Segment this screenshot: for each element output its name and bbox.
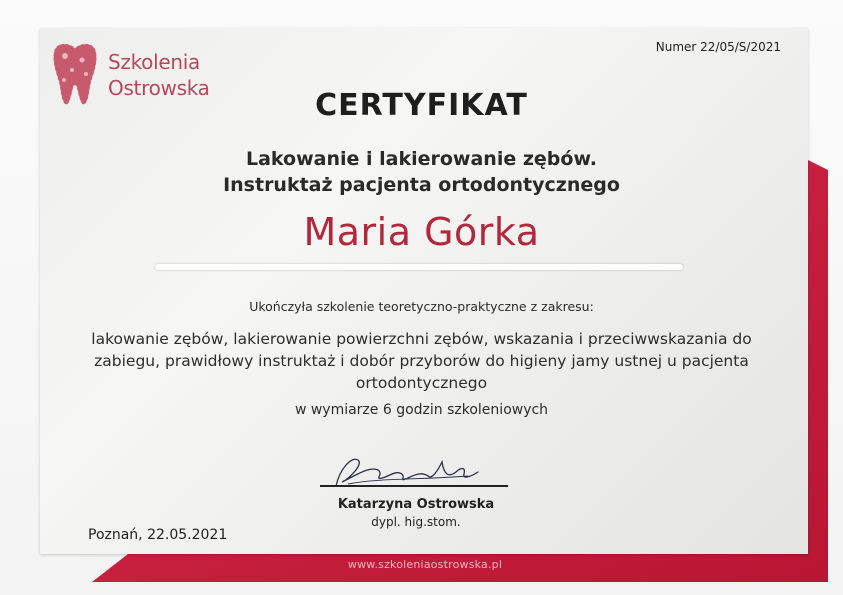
name-underline (155, 264, 683, 270)
logo-line-1: Szkolenia (108, 50, 200, 74)
recipient-name: Maria Górka (303, 210, 540, 254)
course-duration: w wymiarze 6 godzin szkoleniowych (294, 402, 549, 418)
place-and-date: Poznań, 22.05.2021 (88, 527, 228, 543)
course-title-line-1: Lakowanie i lakierowanie zębów. (245, 148, 597, 170)
certificate-title: CERTYFIKAT (315, 88, 528, 123)
signature-line (320, 485, 508, 487)
course-title-line-2: Instruktaż pacjenta ortodontycznego (223, 174, 620, 196)
course-scope: lakowanie zębów, lakierowanie powierzchni zębów, wskazania i przeciwwskazania do zabiegu, prawidłowy instruktaż i dobór przyborów do higieny jamy ustnej u pacjenta ortodontycznego (91, 330, 752, 392)
completion-intro: Ukończyła szkolenie teoretyczno-praktyczne z zakresu: (249, 299, 594, 314)
logo-line-2: Ostrowska (108, 76, 210, 100)
signer-title: dypl. hig.stom. (371, 515, 461, 529)
certificate-number: Numer 22/05/S/2021 (655, 40, 781, 54)
course-title (0, 146, 843, 198)
website-url: www.szkoleniaostrowska.pl (347, 558, 503, 571)
signer-name: Katarzyna Ostrowska (337, 497, 495, 512)
